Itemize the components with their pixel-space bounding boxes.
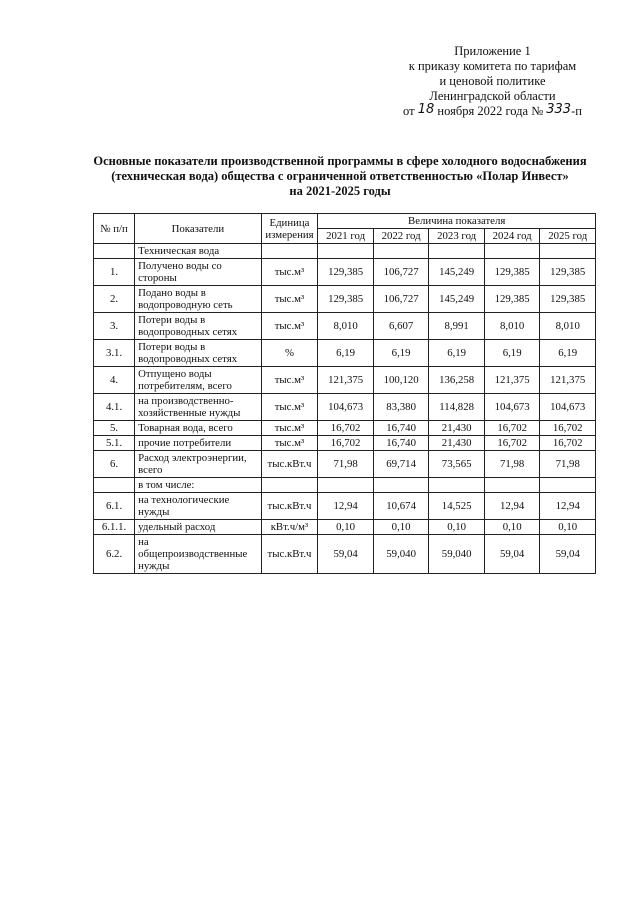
table-row xyxy=(94,421,596,436)
row-value: 59,040 xyxy=(429,535,485,574)
row-value: 114,828 xyxy=(429,394,485,421)
row-unit: тыс.кВт.ч xyxy=(261,535,318,574)
row-number: 4. xyxy=(94,367,135,394)
row-value: 0,10 xyxy=(484,520,540,535)
row-value: 0,10 xyxy=(540,520,596,535)
row-value: 16,702 xyxy=(484,421,540,436)
row-unit: тыс.м³ xyxy=(261,436,318,451)
row-number: 3.1. xyxy=(94,340,135,367)
row-unit: тыс.м³ xyxy=(261,421,318,436)
section-row xyxy=(94,244,596,259)
row-value: 16,702 xyxy=(540,436,596,451)
row-value: 6,19 xyxy=(318,340,374,367)
section-label: Техническая вода xyxy=(135,244,261,259)
col-header-name: Показатели xyxy=(135,214,261,244)
row-number: 5. xyxy=(94,421,135,436)
row-value: 0,10 xyxy=(373,520,429,535)
appendix-title: Приложение 1 xyxy=(454,44,531,58)
row-indicator: Подано воды в водопроводную сеть xyxy=(135,286,261,313)
row-number: 3. xyxy=(94,313,135,340)
appendix-line-4: Ленинградской области xyxy=(429,89,556,103)
table-row xyxy=(94,451,596,478)
row-value: 6,19 xyxy=(484,340,540,367)
row-unit: кВт.ч/м³ xyxy=(261,520,318,535)
subsection-row xyxy=(94,478,596,493)
row-value: 71,98 xyxy=(540,451,596,478)
document-title xyxy=(90,154,590,199)
row-number: 6.1.1. xyxy=(94,520,135,535)
empty-cell xyxy=(484,478,540,493)
row-value: 6,19 xyxy=(373,340,429,367)
row-value: 0,10 xyxy=(318,520,374,535)
row-value: 16,702 xyxy=(540,421,596,436)
row-value: 129,385 xyxy=(484,286,540,313)
row-value: 129,385 xyxy=(540,259,596,286)
row-value: 73,565 xyxy=(429,451,485,478)
row-number: 2. xyxy=(94,286,135,313)
empty-cell xyxy=(540,478,596,493)
row-value: 8,010 xyxy=(484,313,540,340)
handwritten-order-number: 333 xyxy=(546,102,572,117)
row-value: 21,430 xyxy=(429,436,485,451)
row-value: 106,727 xyxy=(373,259,429,286)
row-value: 129,385 xyxy=(540,286,596,313)
row-value: 83,380 xyxy=(373,394,429,421)
date-prefix: от xyxy=(403,104,415,118)
order-suffix: -п xyxy=(571,104,582,118)
row-number: 6.1. xyxy=(94,493,135,520)
col-header-unit: Единица измерения xyxy=(261,214,318,244)
empty-cell xyxy=(373,478,429,493)
row-value: 145,249 xyxy=(429,259,485,286)
table-row xyxy=(94,259,596,286)
row-unit: тыс.кВт.ч xyxy=(261,493,318,520)
row-value: 21,430 xyxy=(429,421,485,436)
handwritten-day: 18 xyxy=(417,102,435,117)
row-value: 16,702 xyxy=(318,421,374,436)
appendix-line-2: к приказу комитета по тарифам xyxy=(408,59,577,73)
table-row xyxy=(94,493,596,520)
row-value: 71,98 xyxy=(318,451,374,478)
row-indicator: на технологические нужды xyxy=(135,493,261,520)
empty-cell xyxy=(94,478,135,493)
empty-cell xyxy=(261,478,318,493)
row-unit: тыс.м³ xyxy=(261,286,318,313)
row-value: 8,991 xyxy=(429,313,485,340)
row-value: 136,258 xyxy=(429,367,485,394)
row-number: 4.1. xyxy=(94,394,135,421)
table-header-row xyxy=(94,214,596,229)
year-header: 2023 год xyxy=(429,229,485,244)
row-indicator: удельный расход xyxy=(135,520,261,535)
table-row xyxy=(94,535,596,574)
empty-cell xyxy=(429,478,485,493)
year-header: 2021 год xyxy=(318,229,374,244)
row-value: 14,525 xyxy=(429,493,485,520)
row-value: 104,673 xyxy=(484,394,540,421)
year-header: 2024 год xyxy=(484,229,540,244)
row-value: 16,702 xyxy=(484,436,540,451)
row-unit: % xyxy=(261,340,318,367)
row-value: 12,94 xyxy=(318,493,374,520)
table-row xyxy=(94,367,596,394)
empty-cell xyxy=(318,478,374,493)
table-row xyxy=(94,286,596,313)
appendix-header xyxy=(380,44,605,119)
row-indicator: на общепроизводственные нужды xyxy=(135,535,261,574)
row-indicator: Потери воды в водопроводных сетях xyxy=(135,340,261,367)
row-indicator: на производственно-хозяйственные нужды xyxy=(135,394,261,421)
row-value: 129,385 xyxy=(318,286,374,313)
row-value: 100,120 xyxy=(373,367,429,394)
row-value: 121,375 xyxy=(540,367,596,394)
row-value: 12,94 xyxy=(540,493,596,520)
row-value: 8,010 xyxy=(318,313,374,340)
row-unit: тыс.м³ xyxy=(261,394,318,421)
row-value: 59,04 xyxy=(540,535,596,574)
row-value: 16,740 xyxy=(373,421,429,436)
row-value: 121,375 xyxy=(484,367,540,394)
table-row xyxy=(94,394,596,421)
row-unit: тыс.кВт.ч xyxy=(261,451,318,478)
table-row xyxy=(94,340,596,367)
row-unit: тыс.м³ xyxy=(261,367,318,394)
date-suffix: ноября 2022 года № xyxy=(437,104,544,118)
indicators-table xyxy=(93,213,596,574)
row-value: 69,714 xyxy=(373,451,429,478)
row-value: 106,727 xyxy=(373,286,429,313)
row-number: 1. xyxy=(94,259,135,286)
row-unit: тыс.м³ xyxy=(261,259,318,286)
title-line-1: Основные показатели производственной программы в сфере холодного водоснабжения xyxy=(93,154,587,168)
row-value: 129,385 xyxy=(318,259,374,286)
row-value: 71,98 xyxy=(484,451,540,478)
appendix-line-3: и ценовой политике xyxy=(439,74,546,88)
row-value: 16,740 xyxy=(373,436,429,451)
row-value: 6,19 xyxy=(540,340,596,367)
row-value: 16,702 xyxy=(318,436,374,451)
row-indicator: Получено воды со стороны xyxy=(135,259,261,286)
row-value: 6,607 xyxy=(373,313,429,340)
row-value: 145,249 xyxy=(429,286,485,313)
row-value: 0,10 xyxy=(429,520,485,535)
row-value: 59,040 xyxy=(373,535,429,574)
row-value: 10,674 xyxy=(373,493,429,520)
row-value: 129,385 xyxy=(484,259,540,286)
row-value: 59,04 xyxy=(318,535,374,574)
table-row xyxy=(94,520,596,535)
year-header: 2022 год xyxy=(373,229,429,244)
row-value: 6,19 xyxy=(429,340,485,367)
row-number: 5.1. xyxy=(94,436,135,451)
subsection-label: в том числе: xyxy=(135,478,261,493)
row-indicator: прочие потребители xyxy=(135,436,261,451)
row-unit: тыс.м³ xyxy=(261,313,318,340)
row-value: 121,375 xyxy=(318,367,374,394)
row-indicator: Потери воды в водопроводных сетях xyxy=(135,313,261,340)
title-line-2: (техническая вода) обществa с ограниченной ответственностью «Полар Инвест» xyxy=(111,169,569,183)
row-indicator: Расход электроэнергии, всего xyxy=(135,451,261,478)
order-date-line xyxy=(380,104,605,119)
row-indicator: Товарная вода, всего xyxy=(135,421,261,436)
row-number: 6. xyxy=(94,451,135,478)
col-header-values: Величина показателя xyxy=(318,214,596,229)
year-header: 2025 год xyxy=(540,229,596,244)
row-indicator: Отпущено воды потребителям, всего xyxy=(135,367,261,394)
title-line-3: на 2021-2025 годы xyxy=(289,184,391,198)
row-value: 8,010 xyxy=(540,313,596,340)
col-header-num: № п/п xyxy=(94,214,135,244)
row-value: 104,673 xyxy=(540,394,596,421)
row-value: 12,94 xyxy=(484,493,540,520)
row-value: 59,04 xyxy=(484,535,540,574)
table-row xyxy=(94,436,596,451)
table-row xyxy=(94,313,596,340)
row-value: 104,673 xyxy=(318,394,374,421)
row-number: 6.2. xyxy=(94,535,135,574)
